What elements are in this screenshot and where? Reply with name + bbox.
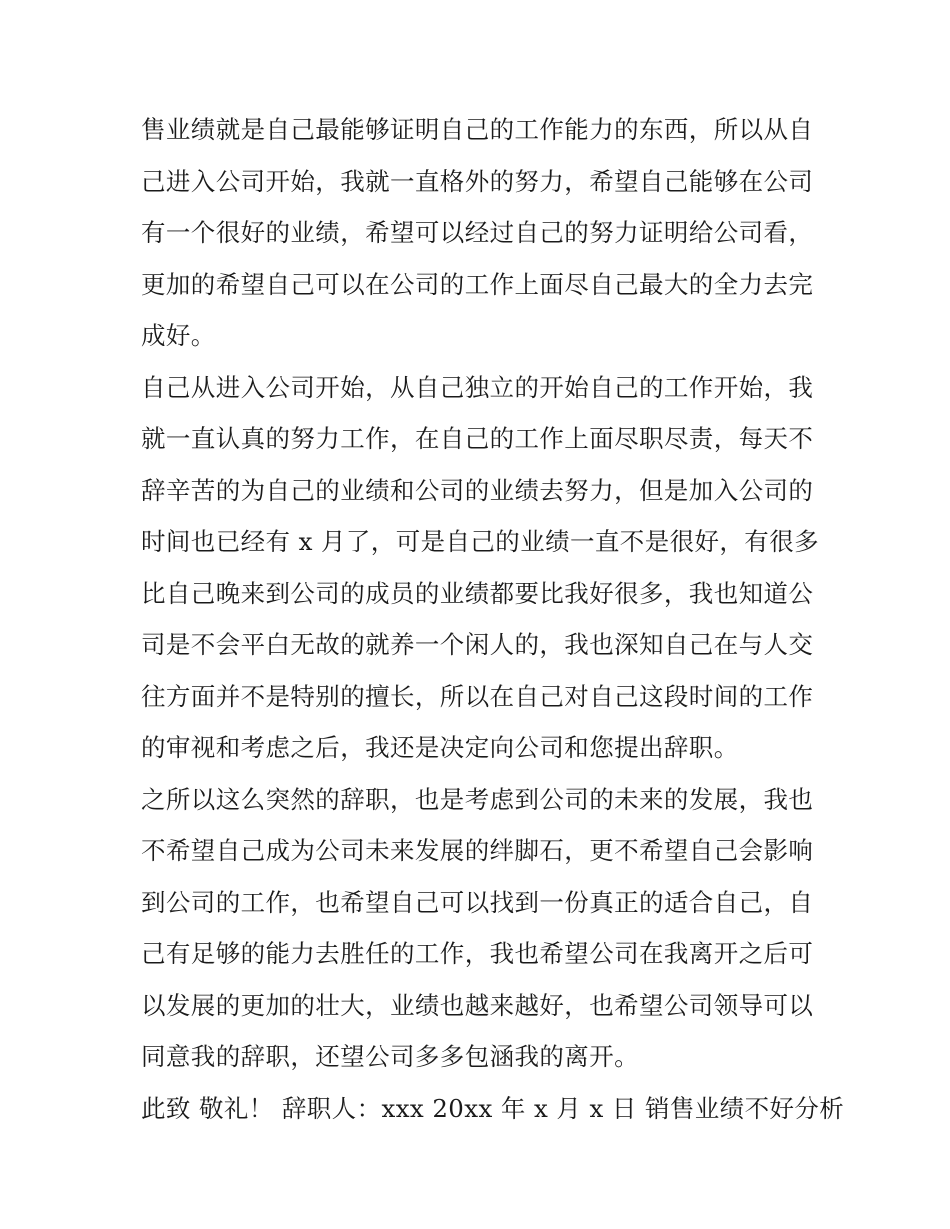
text-line: 此致 敬礼！ 辞职人：xxx 20xx 年 x 月 x 日 销售业绩不好分析 [141, 1093, 845, 1123]
text-line: 同意我的辞职，还望公司多多包涵我的离开。 [141, 1042, 639, 1071]
text-line: 成好。 [141, 321, 216, 350]
text-line: 不希望自己成为公司未来发展的绊脚石，更不希望自己会影响 [141, 836, 814, 865]
document-body [141, 104, 845, 1134]
text-line: 到公司的工作，也希望自己可以找到一份真正的适合自己，自 [141, 887, 814, 917]
text-line: 以发展的更加的壮大，业绩也越来越好，也希望公司领导可以 [141, 990, 814, 1020]
text-line: 比自己晚来到公司的成员的业绩都要比我好很多，我也知道公 [141, 578, 814, 608]
text-line: 己进入公司开始，我就一直格外的努力，希望自己能够在公司 [141, 166, 814, 196]
text-line: 就一直认真的努力工作，在自己的工作上面尽职尽责，每天不 [141, 424, 814, 453]
text-line: 司是不会平白无故的就养一个闲人的，我也深知自己在与人交 [141, 630, 814, 659]
text-line: 有一个很好的业绩，希望可以经过自己的努力证明给公司看， [141, 218, 814, 247]
text-line: 的审视和考虑之后，我还是决定向公司和您提出辞职。 [141, 733, 739, 762]
text-line: 自己从进入公司开始，从自己独立的开始自己的工作开始，我 [141, 372, 814, 402]
text-line: 时间也已经有 x 月了，可是自己的业绩一直不是很好，有很多 [141, 527, 819, 556]
text-line: 辞辛苦的为自己的业绩和公司的业绩去努力，但是加入公司的 [141, 475, 814, 505]
text-line: 之所以这么突然的辞职，也是考虑到公司的未来的发展，我也 [141, 784, 814, 814]
text-line: 往方面并不是特别的擅长，所以在自己对自己这段时间的工作 [141, 681, 814, 711]
text-line: 售业绩就是自己最能够证明自己的工作能力的东西，所以从自 [141, 115, 814, 144]
text-line: 己有足够的能力去胜任的工作，我也希望公司在我离开之后可 [141, 939, 814, 968]
text-line: 更加的希望自己可以在公司的工作上面尽自己最大的全力去完 [141, 269, 814, 299]
